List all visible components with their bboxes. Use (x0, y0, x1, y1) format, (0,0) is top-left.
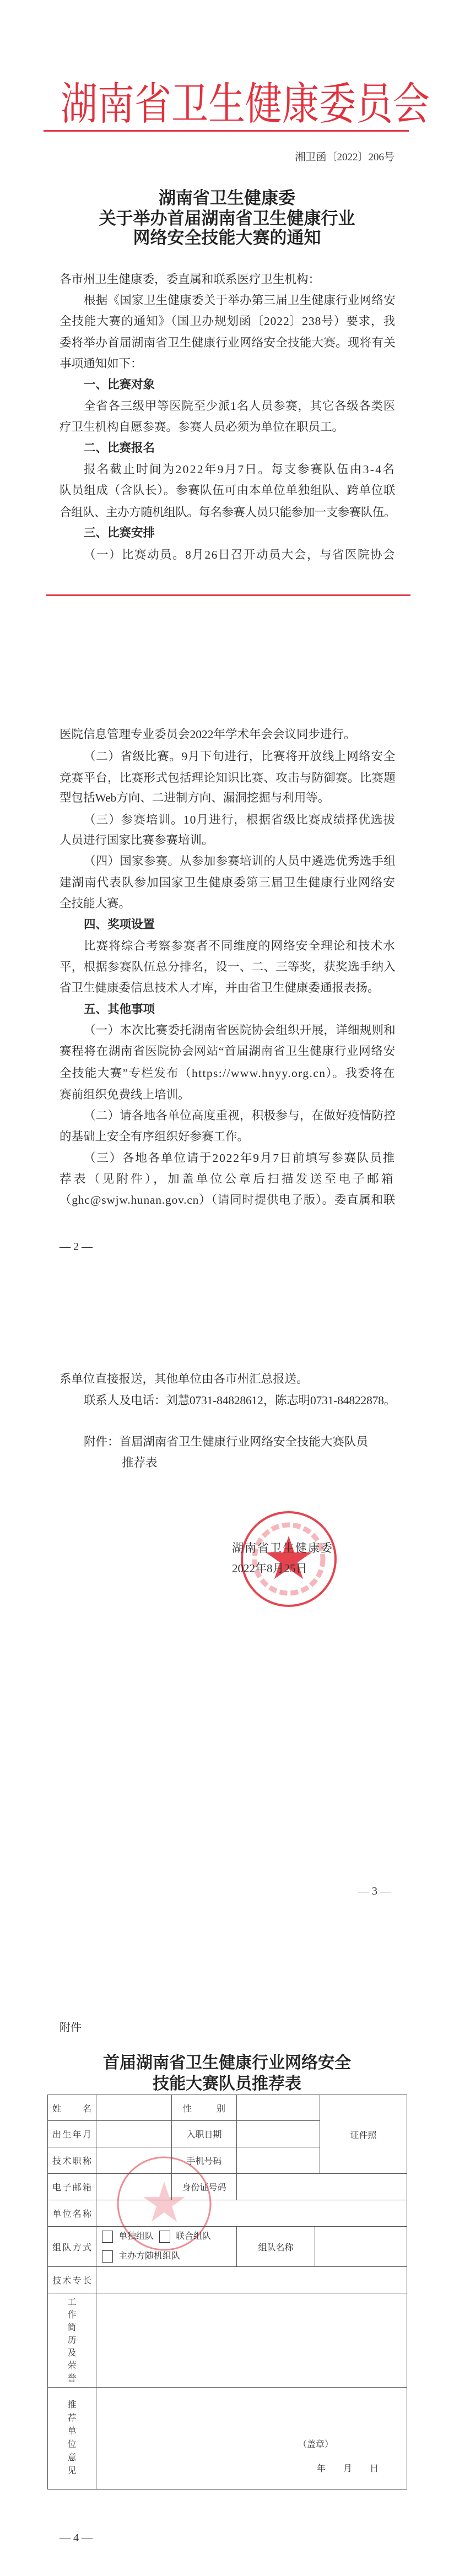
body-text-line: 报名截止时间为2022年9月7日。每支参赛队伍由3-4名 (84, 463, 396, 476)
option-solo-team: 单独组队 (118, 2232, 154, 2241)
section-heading: 五、其他事项 (84, 1003, 155, 1016)
body-text-line: （ghc@swjw.hunan.gov.cn）（请同时提供电子版）。委直属和联 (60, 1193, 396, 1206)
notice-title-line-3: 网络安全技能大赛的通知 (133, 228, 321, 247)
option-random-team: 主办方随机组队 (118, 2252, 181, 2261)
body-text-line: 赛前组织免费线上培训。 (60, 1088, 190, 1101)
page-footer-red-rule (46, 594, 410, 596)
field-unit[interactable] (96, 2200, 407, 2227)
field-name[interactable] (96, 2095, 172, 2121)
page-number-3: — 3 — (358, 1885, 391, 1897)
field-birth[interactable] (96, 2121, 172, 2147)
label-hire-date: 入职日期 (172, 2121, 237, 2147)
label-unit: 单位名称 (48, 2200, 96, 2227)
body-text-line: 事项通知如下： (60, 357, 143, 370)
body-text-line: 根据《国家卫生健康委关于举办第三届卫生健康行业网络安 (84, 294, 396, 307)
label-name: 姓 名 (48, 2095, 96, 2121)
team-mode-options (96, 2227, 237, 2267)
photo-cell[interactable]: 证件照 (320, 2095, 407, 2174)
body-text-line: （二）省级比赛。9月下旬进行，比赛将开放线上网络安全 (84, 750, 396, 763)
field-title[interactable] (96, 2147, 172, 2174)
page-number-2: — 2 — (60, 1241, 93, 1253)
body-text-line: 全技能大赛”专栏发布（https://www.hnyy.org.cn）。我委将在 (60, 1067, 396, 1080)
attachment-label: 附件 (60, 2022, 82, 2034)
recommendation-form-table (47, 2095, 407, 2490)
notice-title-line-1: 湖南省卫生健康委 (159, 188, 295, 208)
document-number: 湘卫函〔2022〕206号 (295, 151, 394, 163)
body-text-line: 全省各三级甲等医院至少派1名人员参赛，其它各级各类医 (84, 399, 396, 413)
body-text-line: 疗卫生机构自愿参赛。参赛人员必须为单位在职员工。 (60, 420, 344, 434)
section-heading: 三、比赛安排 (84, 526, 155, 539)
body-text-line: 各市州卫生健康委，委直属和联系医疗卫生机构： (60, 273, 321, 286)
section-heading: 一、比赛对象 (84, 378, 155, 391)
signature-org: 湖南省卫生健康委 (232, 1541, 333, 1555)
body-text-line: 的基础上安全有序组织好参赛工作。 (60, 1130, 250, 1143)
page-number-4: — 4 — (60, 2532, 93, 2544)
label-resume (48, 2293, 96, 2388)
body-text-line: 平，根据参赛队伍总分排名，设一、二、三等奖，获奖选手纳入 (60, 960, 396, 973)
label-team-mode: 组队方式 (48, 2227, 96, 2267)
body-text-line: 附件：首届湖南省卫生健康行业网络安全技能大赛队员 (84, 1435, 369, 1448)
body-text-line: 建湖南代表队参加国家卫生健康委第三届卫生健康行业网络安 (60, 876, 396, 889)
label-email: 电子邮箱 (48, 2174, 96, 2200)
body-text-line: 系单位直接报送，其他单位由各市州汇总报送。 (60, 1372, 309, 1386)
letterhead-red-rule (44, 130, 409, 132)
body-text-line: 人员进行国家比赛参赛培训。 (60, 834, 214, 847)
body-text-line: 全技能大赛。 (60, 897, 131, 910)
body-text-line: 联系人及电话：刘慧0731-84828612，陈志明0731-84822878。 (84, 1394, 396, 1407)
body-text-line: （三）各地各单位请于2022年9月7日前填写参赛队员推 (84, 1151, 396, 1165)
body-text-line: （一）本次比赛委托湖南省医院协会组织开展，详细规则和 (84, 1024, 396, 1037)
label-opinion-text: 推荐单位意见 (67, 2400, 77, 2476)
field-phone[interactable] (237, 2147, 320, 2174)
body-text-line: 省卫生健康委信息技术人才库，并由省卫生健康委通报表扬。 (60, 981, 380, 994)
body-text-line: 队员组成（含队长）。参赛队伍可由本单位单独组队、跨单位联 (60, 484, 396, 497)
field-specialty[interactable] (96, 2267, 407, 2293)
field-id-number[interactable] (237, 2174, 407, 2200)
body-text-line: （三）参赛培训。10月进行，根据省级比赛成绩择优选拔 (84, 813, 396, 826)
body-text-line: 合组队、主办方随机组队。每名参赛人员只能参加一支参赛队伍。 (60, 506, 396, 519)
section-heading: 二、比赛报名 (84, 441, 155, 454)
body-text-line: （二）请各地各单位高度重视，积极参与，在做好疫情防控 (84, 1109, 396, 1122)
label-title: 技术职称 (48, 2147, 96, 2174)
field-opinion[interactable] (96, 2388, 407, 2490)
body-text-line: （一）比赛动员。8月26日召开动员大会，与省医院协会 (84, 548, 396, 561)
field-hire-date[interactable] (237, 2121, 320, 2147)
signature-date: 2022年8月25日 (232, 1562, 307, 1575)
label-birth: 出生年月 (48, 2121, 96, 2147)
label-phone: 手机号码 (172, 2147, 237, 2174)
checkbox-joint-team[interactable] (159, 2231, 170, 2243)
body-text-line: 委将举办首届湖南省卫生健康行业网络安全技能大赛。现将有关 (60, 336, 396, 349)
body-text-line: 医院信息管理专业委员会2022年学术年会会议同步进行。 (60, 728, 356, 741)
body-text-line: 竞赛平台，比赛形式包括理论知识比赛、攻击与防御赛。比赛题 (60, 771, 396, 784)
label-id-number: 身份证号码 (172, 2174, 237, 2200)
field-email[interactable] (96, 2174, 172, 2200)
body-text-line: 荐表（见附件），加盖单位公章后扫描发送至电子邮箱 (60, 1172, 396, 1186)
attachment-title-line-1: 首届湖南省卫生健康行业网络安全 (103, 2054, 351, 2072)
body-text-line: 比赛将综合考察参赛者不同维度的网络安全理论和技术水 (84, 939, 396, 953)
section-heading: 四、奖项设置 (84, 918, 155, 931)
checkbox-random-team[interactable] (102, 2250, 113, 2263)
label-opinion (48, 2388, 96, 2490)
body-text-line: 型包括Web方向、二进制方向、漏洞挖掘与利用等。 (60, 791, 330, 804)
body-text-line: 赛程将在湖南省医院协会网站“首届湖南省卫生健康行业网络安 (60, 1045, 396, 1058)
field-gender[interactable] (237, 2095, 320, 2121)
option-joint-team: 联合组队 (176, 2232, 212, 2241)
body-text-line: 全技能大赛的通知》（国卫办规划函〔2022〕238号）要求，我 (60, 315, 396, 328)
opinion-date: 年 月 日 (317, 2464, 379, 2474)
label-resume-text: 工作简历及荣誉 (67, 2297, 77, 2383)
stamp-note: （盖章） (298, 2440, 334, 2449)
field-resume[interactable] (96, 2293, 407, 2388)
letterhead-org-name: 湖南省卫生健康委员会 (61, 80, 430, 129)
checkbox-solo-team[interactable] (102, 2231, 113, 2243)
label-specialty: 技术专长 (48, 2267, 96, 2293)
notice-title-line-2: 关于举办首届湖南省卫生健康行业 (99, 209, 355, 228)
official-seal-icon (239, 1509, 338, 1609)
label-gender: 性 别 (172, 2095, 237, 2121)
body-text-line: （四）国家参赛。从参加参赛培训的人员中遴选优秀选手组 (84, 854, 396, 868)
body-text-line: 推荐表 (122, 1456, 158, 1469)
label-team-name: 组队名称 (237, 2227, 315, 2267)
field-team-name[interactable] (315, 2227, 407, 2267)
attachment-title-line-2: 技能大赛队员推荐表 (153, 2075, 301, 2093)
